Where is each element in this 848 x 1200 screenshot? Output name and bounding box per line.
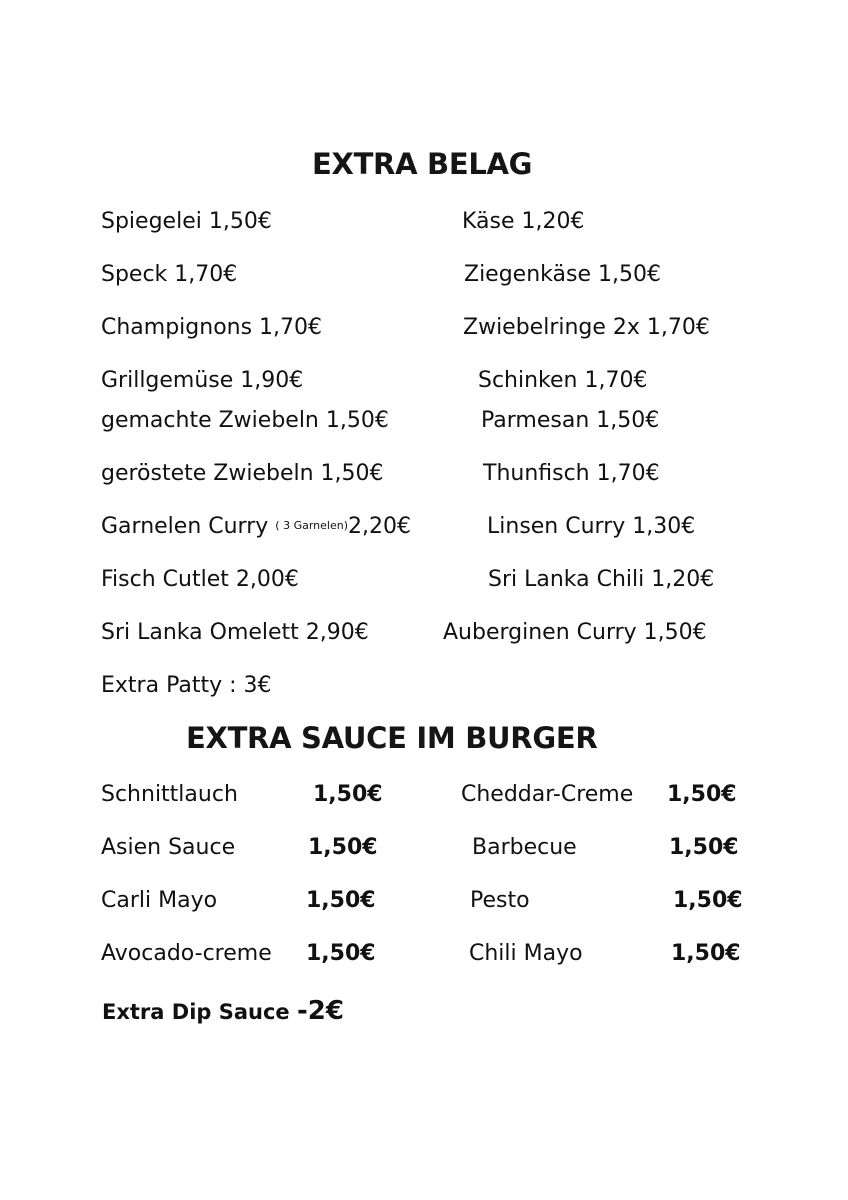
sauce-name-cheddar-creme: Cheddar-Creme — [461, 782, 634, 807]
sauce-price-barbecue: 1,50€ — [669, 835, 739, 860]
sauce-price-schnittlauch: 1,50€ — [313, 782, 383, 807]
extra-sauce-heading: EXTRA SAUCE IM BURGER — [186, 721, 598, 755]
belag-item-champignons: Champignons 1,70€ — [101, 315, 323, 340]
belag-item-fisch-cutlet: Fisch Cutlet 2,00€ — [101, 567, 299, 592]
belag-item-spiegelei: Spiegelei 1,50€ — [101, 209, 272, 234]
belag-item-schinken: Schinken 1,70€ — [478, 368, 648, 393]
belag-item-grillgemuese: Grillgemüse 1,90€ — [101, 368, 304, 393]
belag-item-garnelen-curry — [101, 512, 411, 542]
sauce-name-avocado-creme: Avocado-creme — [101, 941, 272, 966]
belag-item-omelett: Sri Lanka Omelett 2,90€ — [101, 620, 369, 645]
sauce-price-avocado-creme: 1,50€ — [306, 941, 376, 966]
belag-item-ziegenkaese: Ziegenkäse 1,50€ — [464, 262, 661, 287]
sauce-price-asien: 1,50€ — [308, 835, 378, 860]
sauce-name-chili-mayo: Chili Mayo — [469, 941, 583, 966]
belag-item-speck: Speck 1,70€ — [101, 262, 238, 287]
extra-dip-label: Extra Dip Sauce — [102, 1000, 290, 1024]
sauce-price-chili-mayo: 1,50€ — [671, 941, 741, 966]
belag-item-linsen-curry: Linsen Curry 1,30€ — [487, 514, 696, 539]
sauce-price-pesto: 1,50€ — [673, 888, 743, 913]
garnelen-curry-note: ( 3 Garnelen) — [275, 519, 348, 532]
sauce-name-schnittlauch: Schnittlauch — [101, 782, 238, 807]
extra-belag-heading: EXTRA BELAG — [312, 147, 533, 181]
sauce-price-cheddar-creme: 1,50€ — [667, 782, 737, 807]
extra-dip-price: -2€ — [297, 996, 344, 1026]
sauce-name-pesto: Pesto — [470, 888, 530, 913]
sauce-name-carli-mayo: Carli Mayo — [101, 888, 218, 913]
belag-item-auberginen-curry: Auberginen Curry 1,50€ — [443, 620, 707, 645]
belag-item-gemachte-zwiebeln: gemachte Zwiebeln 1,50€ — [101, 408, 389, 433]
sauce-name-asien: Asien Sauce — [101, 835, 236, 860]
belag-item-parmesan: Parmesan 1,50€ — [481, 408, 660, 433]
sauce-price-carli-mayo: 1,50€ — [306, 888, 376, 913]
belag-item-thunfisch: Thunfisch 1,70€ — [483, 461, 660, 486]
belag-item-kaese: Käse 1,20€ — [462, 209, 585, 234]
extra-dip-sauce — [102, 996, 344, 1027]
belag-item-geroestete-zwiebeln: geröstete Zwiebeln 1,50€ — [101, 461, 384, 486]
belag-item-extra-patty: Extra Patty : 3€ — [101, 673, 272, 698]
sauce-name-barbecue: Barbecue — [472, 835, 577, 860]
garnelen-curry-price: 2,20€ — [347, 514, 411, 539]
garnelen-curry-label: Garnelen Curry — [101, 514, 269, 539]
belag-item-zwiebelringe: Zwiebelringe 2x 1,70€ — [463, 315, 710, 340]
belag-item-sri-lanka-chili: Sri Lanka Chili 1,20€ — [488, 567, 715, 592]
